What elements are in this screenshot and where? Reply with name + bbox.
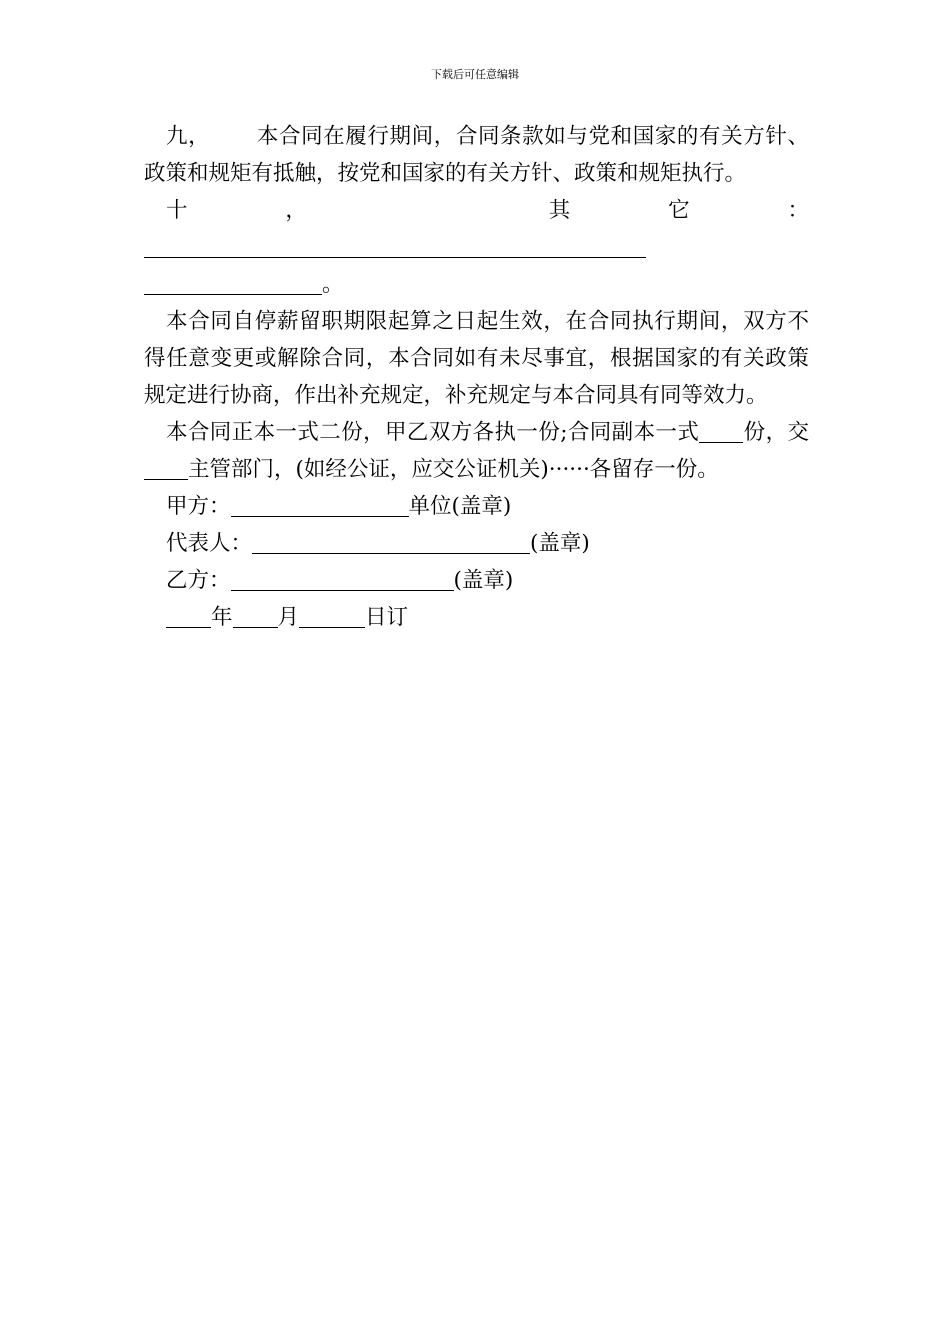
party-a-blank [231, 494, 409, 517]
clause-nine [144, 118, 809, 192]
copies-part-3: 主管部门，(如经公证，应交公证机关)······各留存一份。 [188, 457, 719, 482]
other-blank-line-2 [144, 272, 322, 295]
party-b-blank [231, 568, 454, 591]
day-blank [299, 605, 365, 628]
year-blank [166, 605, 211, 628]
copies-paragraph [144, 414, 809, 488]
representative-suffix: (盖章) [530, 531, 590, 556]
day-label: 日订 [365, 605, 409, 630]
year-label: 年 [211, 605, 233, 630]
month-label: 月 [277, 605, 300, 630]
clause-ten-end: 。 [322, 272, 344, 297]
copies-count-blank [699, 420, 743, 443]
clause-ten [144, 192, 809, 303]
representative-label: 代表人： [166, 531, 253, 556]
party-a-label: 甲方： [166, 494, 231, 519]
party-b-label: 乙方： [166, 568, 231, 593]
month-blank [233, 605, 278, 628]
representative-blank [252, 531, 530, 554]
clause-nine-number: 九， [166, 124, 211, 149]
party-a-suffix: 单位(盖章) [408, 494, 512, 519]
copies-part-2: 份，交 [743, 420, 809, 445]
department-blank [144, 457, 188, 480]
party-a-row [144, 488, 809, 525]
clause-ten-label: 其它： [450, 198, 809, 223]
date-row [144, 599, 809, 636]
clause-nine-text: 本合同在履行期间，合同条款如与党和国家的有关方针、政策和规矩有抵触，按党和国家的有关方针、政策和规矩执行。 [144, 124, 809, 186]
copies-part-1: 本合同正本一式二份，甲乙双方各执一份;合同副本一式 [166, 420, 700, 445]
other-blank-line-1 [144, 235, 646, 258]
party-b-row [144, 562, 809, 599]
document-body [144, 118, 809, 636]
page-header-note: 下载后可任意编辑 [431, 68, 519, 81]
party-b-suffix: (盖章) [453, 568, 514, 593]
clause-ten-number: 十， [166, 198, 405, 223]
effect-paragraph: 本合同自停薪留职期限起算之日起生效，在合同执行期间，双方不得任意变更或解除合同，本合同如有未尽事宜，根据国家的有关政策规定进行协商，作出补充规定，补充规定与本合同具有同等效力。 [144, 309, 809, 408]
representative-row [144, 525, 809, 562]
